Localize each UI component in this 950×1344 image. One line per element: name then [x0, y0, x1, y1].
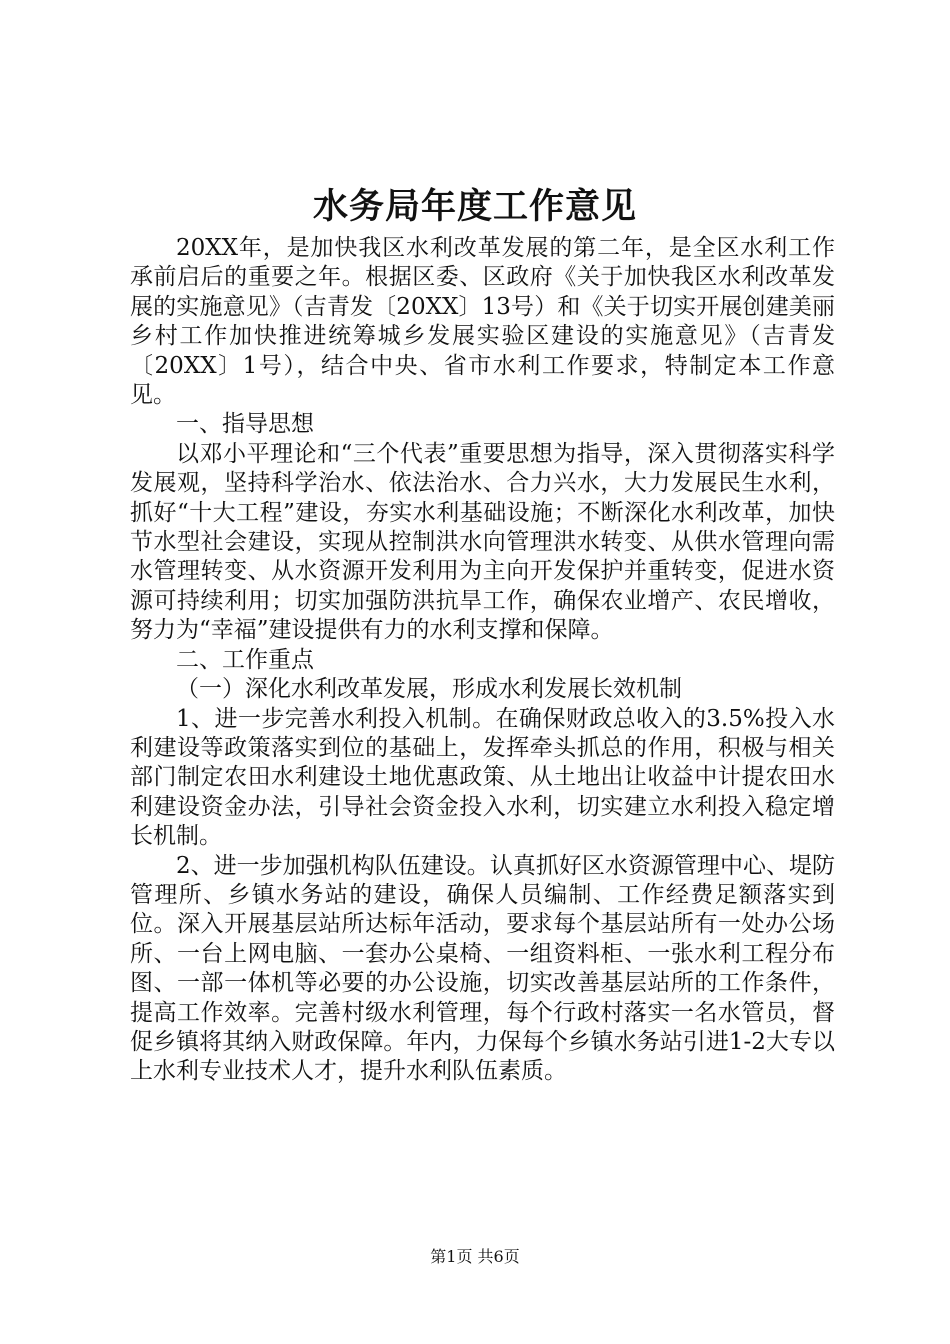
item-paragraph-organization: 2、进一步加强机构队伍建设。认真抓好区水资源管理中心、堤防管理所、乡镇水务站的建设，确保人员编制、工作经费足额落实到位。深入开展基层站所达标年活动，要求每个基层站所有一处办公场所、一台上网电脑、一套办公桌椅、一组资料柜、一张水利工程分布图、一部一体机等必要的办公设施，切实改善基层站所的工作条件，提高工作效率。完善村级水利管理，每个行政村落实一名水管员，督促乡镇将其纳入财政保障。年内，力保每个乡镇水务站引进1-2大专以上水利专业技术人才，提升水利队伍素质。	[130, 852, 835, 1085]
page-number-footer: 第1页 共6页	[430, 1247, 520, 1266]
document-body	[130, 234, 835, 1087]
section-heading-guiding-ideology: 一、指导思想	[176, 411, 314, 438]
guiding-ideology-paragraph: 以邓小平理论和“三个代表”重要思想为指导，深入贯彻落实科学发展观，坚持科学治水、依法治水、合力兴水，大力发展民生水利，抓好“十大工程”建设，夯实水利基础设施；不断深化水利改革，加快节水型社会建设，实现从控制洪水向管理洪水转变、从供水管理向需水管理转变、从水资源开发利用为主向开发保护并重转变，促进水资源可持续利用；切实加强防洪抗旱工作，确保农业增产、农民增收，努力为“幸福”建设提供有力的水利支撑和保障。	[130, 440, 835, 644]
section-heading-work-focus: 二、工作重点	[176, 646, 314, 673]
document-title: 水务局年度工作意见	[312, 186, 637, 227]
intro-paragraph: 20XX年，是加快我区水利改革发展的第二年，是全区水利工作承前启后的重要之年。根据区委、区政府《关于加快我区水利改革发展的实施意见》（吉青发〔20XX〕13号）和《关于切实开展创建美丽乡村工作加快推进统筹城乡发展实验区建设的实施意见》（吉青发〔20XX〕1号），结合中央、省市水利工作要求，特制定本工作意见。	[130, 235, 835, 409]
subsection-heading-reform: （一）深化水利改革发展，形成水利发展长效机制	[176, 676, 682, 703]
item-paragraph-investment: 1、进一步完善水利投入机制。在确保财政总收入的3.5%投入水利建设等政策落实到位的基础上，发挥牵头抓总的作用，积极与相关部门制定农田水利建设土地优惠政策、从土地出让收益中计提农田水利建设资金办法，引导社会资金投入水利，切实建立水利投入稳定增长机制。	[130, 705, 835, 850]
